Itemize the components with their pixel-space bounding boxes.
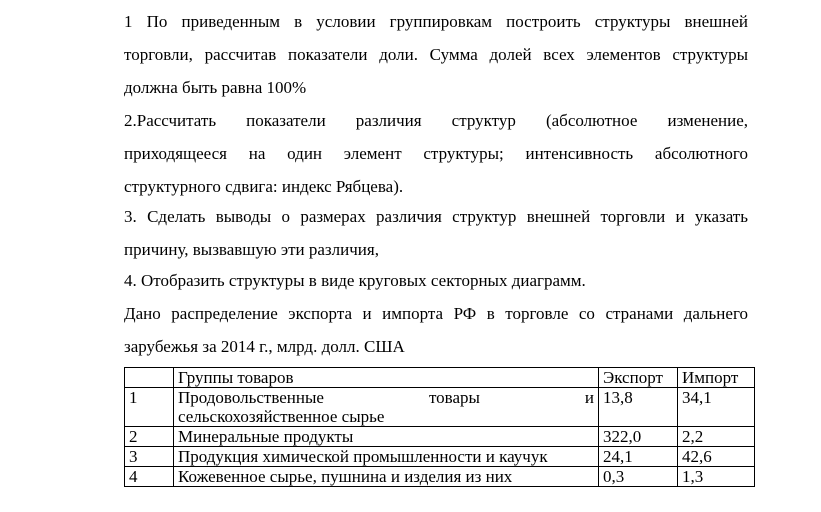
row-name: Кожевенное сырье, пушнина и изделия из них [174, 467, 599, 487]
task-2-line-2: приходящееся на один элемент структуры; интенсивность абсолютного [124, 144, 748, 163]
header-import: Импорт [678, 368, 755, 388]
header-export: Экспорт [599, 368, 678, 388]
task-1-line-3: должна быть равна 100% [124, 78, 307, 97]
row-name [174, 388, 599, 427]
row-num: 4 [125, 467, 174, 487]
row-name: Продукция химической промышленности и каучук [174, 447, 599, 467]
row-import: 1,3 [678, 467, 755, 487]
task-3 [124, 200, 748, 266]
row-export: 322,0 [599, 427, 678, 447]
row-name-line-2: сельскохозяйственное сырье [178, 407, 385, 426]
task-3-line-2: причину, вызвавшую эти различия, [124, 240, 379, 259]
row-export: 0,3 [599, 467, 678, 487]
row-num: 3 [125, 447, 174, 467]
row-export: 13,8 [599, 388, 678, 427]
row-name-line-1: Продовольственные товары и [178, 388, 594, 407]
table-header-row [125, 368, 755, 388]
task-1 [124, 5, 748, 104]
task-2-line-1: 2.Рассчитать показатели различия структур (абсолютное изменение, [124, 111, 748, 130]
row-num: 2 [125, 427, 174, 447]
row-export: 24,1 [599, 447, 678, 467]
intro-text [124, 297, 748, 363]
task-2 [124, 104, 748, 203]
table-row [125, 427, 755, 447]
intro-line-1: Дано распределение экспорта и импорта РФ в торговле со странами дальнего [124, 304, 748, 323]
intro-line-2: зарубежья за 2014 г., млрд. долл. США [124, 337, 405, 356]
goods-table [124, 367, 755, 487]
row-import: 2,2 [678, 427, 755, 447]
table-row [125, 388, 755, 427]
task-1-line-2: торговли, рассчитав показатели доли. Сумма долей всех элементов структуры [124, 45, 748, 64]
task-4 [124, 264, 748, 297]
table-row [125, 447, 755, 467]
task-4-line-1: 4. Отобразить структуры в виде круговых секторных диаграмм. [124, 271, 586, 290]
task-3-line-1: 3. Сделать выводы о размерах различия структур внешней торговли и указать [124, 207, 748, 226]
row-name: Минеральные продукты [174, 427, 599, 447]
row-import: 42,6 [678, 447, 755, 467]
header-group: Группы товаров [174, 368, 599, 388]
row-num: 1 [125, 388, 174, 427]
table-row [125, 467, 755, 487]
header-num [125, 368, 174, 388]
task-1-line-1: 1 По приведенным в условии группировкам построить структуры внешней [124, 12, 748, 31]
task-2-line-3: структурного сдвига: индекс Рябцева). [124, 177, 404, 196]
row-import: 34,1 [678, 388, 755, 427]
